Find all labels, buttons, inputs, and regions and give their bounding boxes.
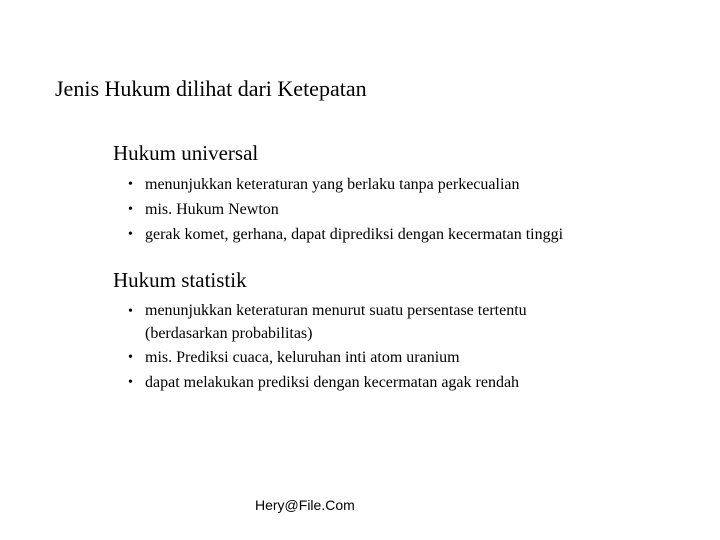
bullet-icon: •: [128, 350, 133, 365]
list-item: [113, 370, 593, 395]
section-heading: Hukum universal: [113, 141, 259, 165]
bullet-icon: •: [128, 375, 133, 390]
list-item-text: dapat melakukan prediksi dengan kecermatan agak rendah: [145, 374, 520, 391]
list-item-text: gerak komet, gerhana, dapat diprediksi dengan kecermatan tinggi: [145, 226, 564, 243]
slide-title: Jenis Hukum dilihat dari Ketepatan: [55, 76, 367, 101]
bullet-list: [113, 172, 693, 247]
list-item-text: menunjukkan keteraturan menurut suatu persentase tertentu (berdasarkan probabilitas): [145, 302, 527, 342]
footer-text: Hery@File.Com: [255, 497, 355, 513]
list-item: [113, 222, 693, 247]
list-item-text: mis. Hukum Newton: [145, 201, 279, 218]
section-statistical-law: [113, 267, 693, 395]
bullet-list: [113, 299, 593, 395]
list-item-text: mis. Prediksi cuaca, keluruhan inti atom uranium: [145, 349, 460, 366]
section-heading: Hukum statistik: [113, 268, 247, 292]
bullet-icon: •: [128, 177, 133, 192]
bullet-icon: •: [128, 304, 133, 319]
bullet-icon: •: [128, 227, 133, 242]
list-item: [113, 299, 593, 345]
bullet-icon: •: [128, 202, 133, 217]
section-universal-law: [113, 140, 693, 247]
list-item: [113, 345, 593, 370]
list-item: [113, 172, 693, 197]
list-item-text: menunjukkan keteraturan yang berlaku tanpa perkecualian: [145, 176, 520, 193]
list-item: [113, 197, 693, 222]
